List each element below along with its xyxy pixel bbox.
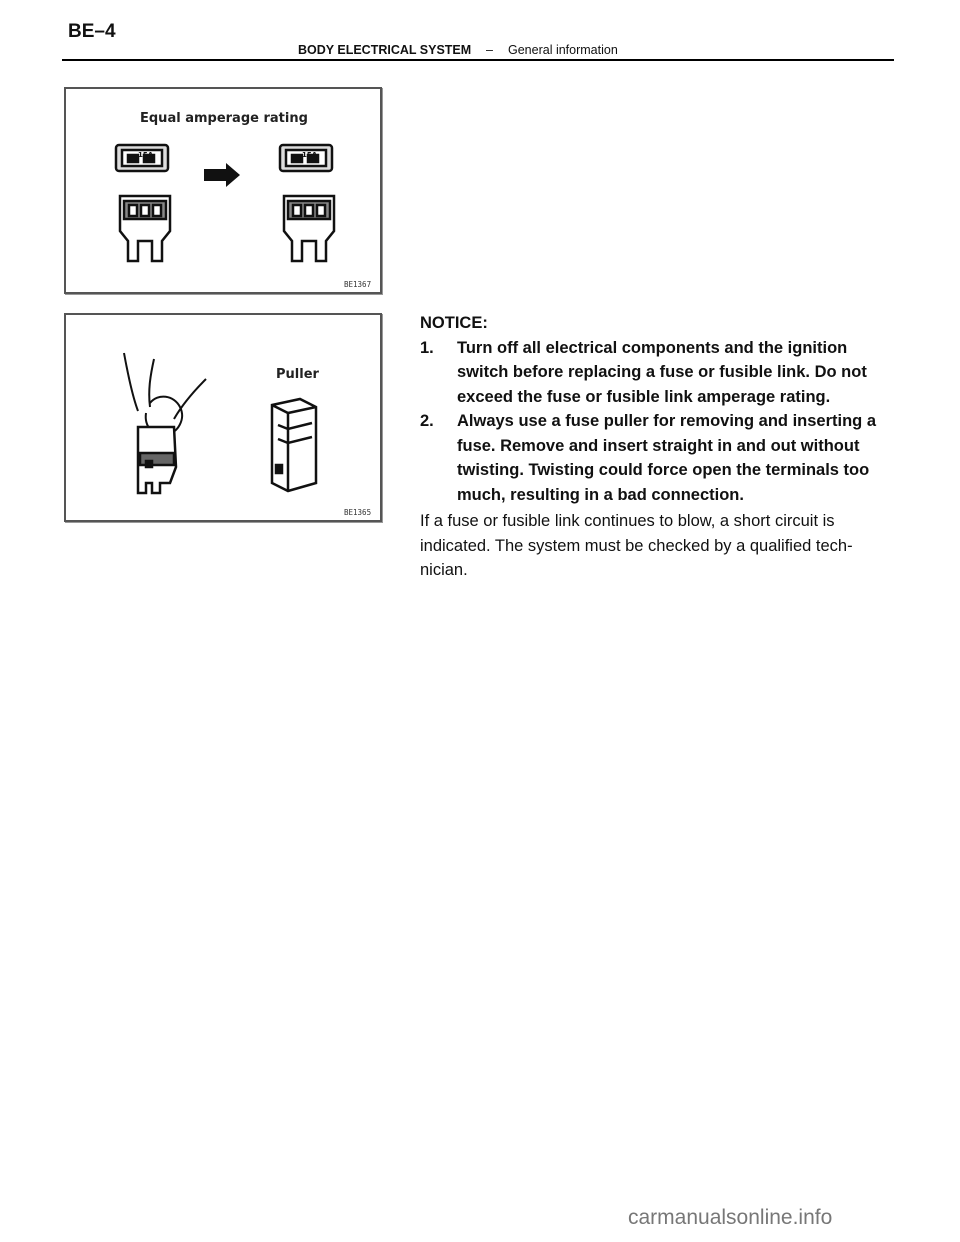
notice-heading: NOTICE: — [420, 314, 488, 332]
fuse-side-view-left-icon — [120, 196, 170, 261]
fuse-puller-illustration — [66, 315, 380, 520]
header-rule — [62, 59, 894, 61]
header-section-title: BODY ELECTRICAL SYSTEM — [298, 43, 472, 57]
fuse-rating-left: 15A — [138, 151, 154, 159]
figure-code-1: BE1367 — [344, 280, 372, 289]
hand-holding-puller-icon — [124, 353, 206, 435]
figure-equal-amperage — [64, 87, 382, 294]
notice-item-number: 2. — [420, 412, 434, 430]
notice-section — [420, 311, 890, 583]
header-subsection-title: General information — [508, 43, 618, 57]
figure-fuse-puller — [64, 313, 382, 522]
notice-item-text: Always use a fuse puller for removing and inserting a fuse. Remove and insert straight in and out without twisting. Twisting could force open the terminals too much, resulting in a bad connection. — [457, 412, 877, 504]
body-paragraph: If a fuse or fusible link continues to blow, a short circuit is indicated. The system must be checked by a qualified tech- nician. — [420, 512, 853, 579]
notice-item-text: Turn off all electrical components and the ignition switch before replacing a fuse or fusible link. Do not exceed the fuse or fusible link amperage rating. — [457, 338, 867, 406]
watermark: carmanualsonline.info — [628, 1206, 833, 1229]
notice-item-2 — [420, 409, 890, 507]
figure-caption-equal-amperage: Equal amperage rating — [140, 111, 308, 126]
figure-caption-puller: Puller — [276, 367, 319, 382]
notice-item-1 — [420, 336, 890, 410]
header-separator: – — [486, 43, 493, 57]
fuse-puller-tool-icon — [138, 427, 176, 493]
fuse-replacement-illustration — [66, 89, 380, 292]
fuse-side-view-right-icon — [284, 196, 334, 261]
notice-item-number: 1. — [420, 338, 434, 357]
page-number: BE–4 — [68, 21, 116, 42]
fuse-puller-icon — [272, 399, 316, 491]
arrow-right-icon — [204, 163, 240, 187]
fuse-rating-right: 15A — [302, 151, 318, 159]
figure-code-2: BE1365 — [344, 508, 372, 517]
